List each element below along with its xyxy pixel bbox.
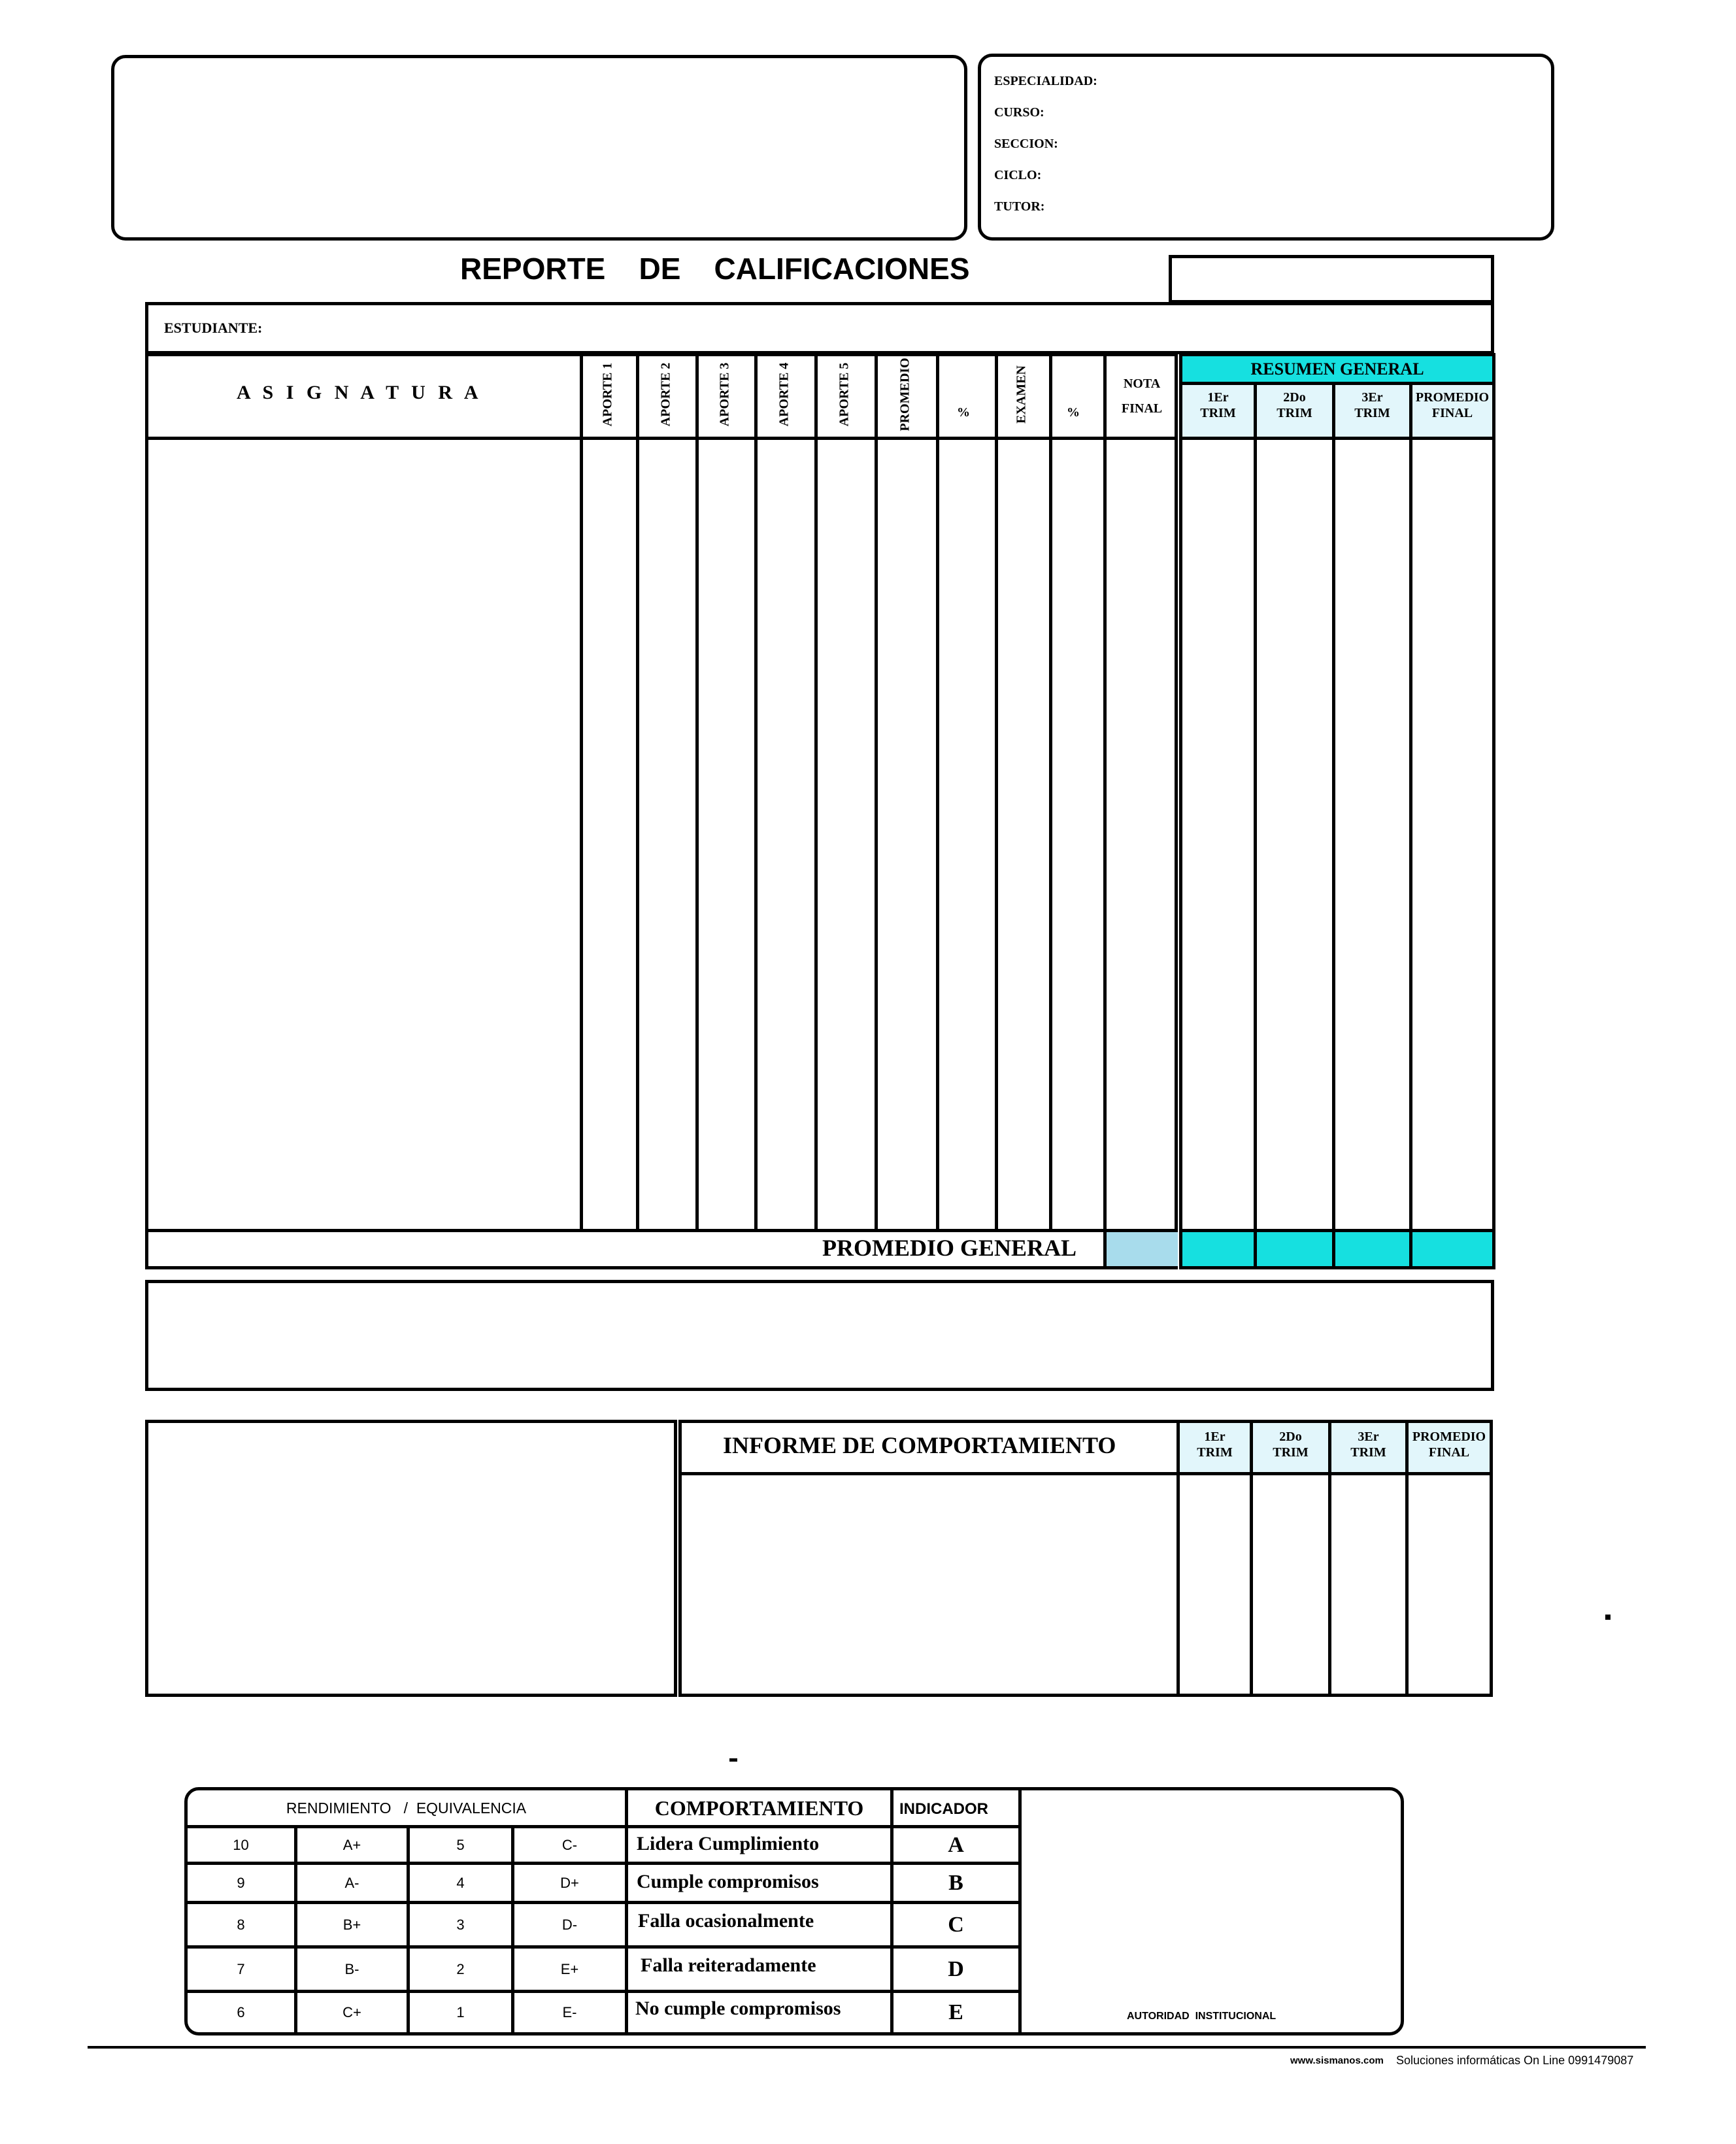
- resumen-2do-trim: 2Do TRIM: [1277, 390, 1312, 420]
- promedio-general-label: PROMEDIO GENERAL: [822, 1235, 1077, 1261]
- col-aporte-5: APORTE 5: [837, 362, 852, 427]
- rendimiento-header: RENDIMIENTO / EQUIVALENCIA: [286, 1799, 527, 1817]
- stray-dot: [1605, 1615, 1611, 1620]
- seccion-label: SECCION:: [994, 137, 1058, 151]
- legend-behavior-desc: Falla reiteradamente: [641, 1954, 816, 1976]
- indicador-header: INDICADOR: [899, 1800, 988, 1818]
- legend-table: [184, 1787, 1404, 2035]
- legend-score: 6: [237, 2004, 245, 2020]
- footer-company: Soluciones informáticas On Line 0991479087: [1396, 2054, 1634, 2067]
- legend-score: 9: [237, 1874, 245, 1891]
- nota-final-line-2: FINAL: [1121, 401, 1163, 416]
- stray-dash: [729, 1758, 737, 1762]
- legend-score: 3: [456, 1916, 465, 1933]
- behavior-title: INFORME DE COMPORTAMIENTO: [723, 1432, 1116, 1458]
- legend-grade: E-: [562, 2004, 577, 2020]
- page-title: REPORTE DE CALIFICACIONES: [460, 252, 970, 286]
- col-examen: EXAMEN: [1014, 365, 1029, 424]
- col-promedio: PROMEDIO: [897, 358, 912, 431]
- promedio-2do-trim-cell: [1257, 1232, 1332, 1266]
- legend-score: 2: [456, 1960, 465, 1977]
- promedio-3er-trim-cell: [1335, 1232, 1409, 1266]
- especialidad-label: ESPECIALIDAD:: [994, 74, 1097, 88]
- legend-grade: C+: [342, 2004, 361, 2020]
- legend-indicator: D: [948, 1956, 964, 1981]
- col-percent-2: %: [1067, 405, 1080, 420]
- promedio-1er-trim-cell: [1182, 1232, 1254, 1266]
- legend-grade: B+: [342, 1916, 361, 1933]
- legend-score: 5: [456, 1836, 465, 1853]
- promedio-general-nota-cell: [1107, 1232, 1178, 1266]
- legend-indicator: E: [948, 2000, 963, 2024]
- col-nota-final: [1106, 371, 1178, 421]
- observations-box: [145, 1280, 1494, 1391]
- autoridad-label: AUTORIDAD INSTITUCIONAL: [1127, 2011, 1277, 2022]
- behavior-2do-trim: 2Do TRIM: [1273, 1430, 1309, 1460]
- legend-behavior-desc: Lidera Cumplimiento: [637, 1833, 820, 1854]
- legend-score: 1: [456, 2004, 465, 2020]
- behavior-1er-trim: 1Er TRIM: [1197, 1430, 1233, 1460]
- legend-grade: D-: [561, 1916, 578, 1933]
- estudiante-label: ESTUDIANTE:: [164, 320, 263, 336]
- school-logo-box: [111, 55, 967, 241]
- nota-final-line-1: NOTA: [1123, 377, 1161, 391]
- legend-grade: E+: [560, 1960, 579, 1977]
- legend-grade: C-: [561, 1836, 578, 1853]
- legend-grade: A+: [342, 1836, 361, 1853]
- course-info-box: [978, 54, 1554, 241]
- legend-grade: D+: [560, 1874, 579, 1891]
- legend-score: 4: [456, 1874, 465, 1891]
- behavior-3er-trim: 3Er TRIM: [1350, 1430, 1386, 1460]
- estudiante-row: [145, 302, 1494, 354]
- tutor-label: TUTOR:: [994, 199, 1045, 214]
- legend-score: 10: [233, 1836, 249, 1853]
- resumen-general-label: RESUMEN GENERAL: [1250, 360, 1424, 378]
- resumen-1er-trim: 1Er TRIM: [1200, 390, 1236, 420]
- legend-behavior-desc: No cumple compromisos: [635, 1998, 841, 2019]
- col-aporte-4: APORTE 4: [776, 362, 792, 427]
- legend-indicator: B: [948, 1870, 963, 1895]
- ciclo-label: CICLO:: [994, 168, 1042, 182]
- behavior-table: [678, 1420, 1493, 1697]
- asignatura-header: A S I G N A T U R A: [237, 382, 482, 403]
- grades-table: [145, 353, 1497, 1269]
- curso-label: CURSO:: [994, 105, 1044, 120]
- resumen-promedio-final: PROMEDIO FINAL: [1415, 390, 1490, 420]
- promedio-final-cell: [1412, 1232, 1492, 1266]
- legend-grade: A-: [344, 1874, 359, 1891]
- legend-indicator: C: [948, 1912, 964, 1937]
- resumen-general-header: [1182, 356, 1492, 382]
- legend-grade: B-: [344, 1960, 359, 1977]
- resumen-3er-trim: 3Er TRIM: [1354, 390, 1390, 420]
- legend-score: 8: [237, 1916, 245, 1933]
- behavior-promedio-final: PROMEDIO FINAL: [1412, 1430, 1486, 1460]
- signature-box: [145, 1420, 677, 1697]
- legend-behavior-desc: Falla ocasionalmente: [638, 1910, 814, 1932]
- legend-score: 7: [237, 1960, 245, 1977]
- col-percent-1: %: [957, 405, 970, 420]
- col-aporte-1: APORTE 1: [600, 362, 615, 427]
- comportamiento-header: COMPORTAMIENTO: [654, 1796, 864, 1820]
- legend-behavior-desc: Cumple compromisos: [637, 1871, 819, 1892]
- date-box: [1169, 255, 1494, 303]
- footer-site: www.sismanos.com: [1290, 2055, 1384, 2066]
- legend-indicator: A: [948, 1832, 964, 1857]
- col-aporte-3: APORTE 3: [717, 362, 732, 427]
- col-aporte-2: APORTE 2: [658, 362, 673, 427]
- footer-rule: [88, 2046, 1646, 2049]
